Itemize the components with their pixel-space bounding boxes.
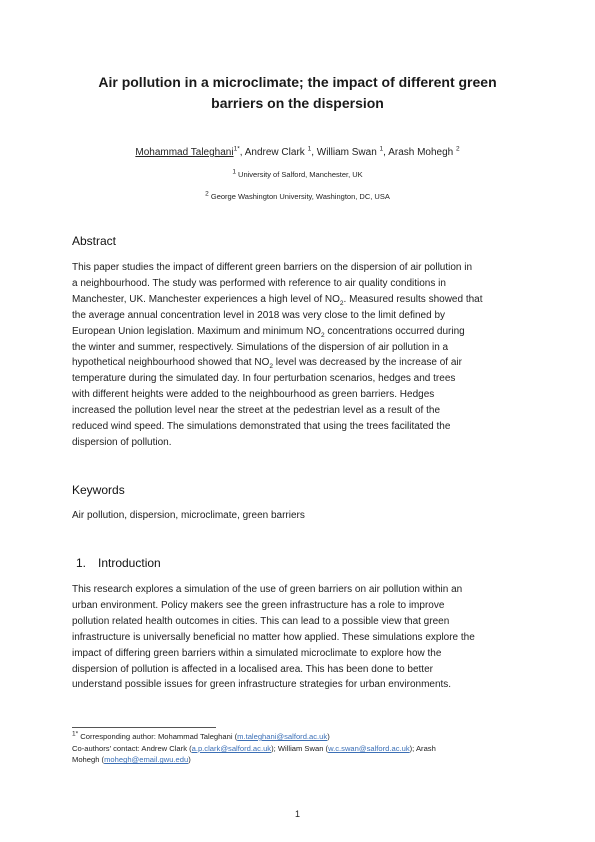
footnote-mark: 1*: [72, 730, 79, 738]
introduction-body: [72, 582, 527, 693]
text-run: Manchester, UK. Manchester experiences a high level of NO: [72, 293, 340, 305]
keywords-text: Air pollution, dispersion, microclimate, green barriers: [72, 510, 305, 521]
intro-line: dispersion of pollution is affected in a localised area. This has been done to better: [72, 663, 433, 675]
text-run: hypothetical neighbourhood showed that NO: [72, 357, 270, 369]
text-run: concentrations occurred during: [324, 325, 465, 337]
author-affiliation-mark: 1*: [233, 145, 240, 153]
author-affiliation-mark: 1: [307, 145, 312, 153]
intro-line: impact of differing green barriers within a simulated microclimate to explore how the: [72, 647, 442, 659]
author-name: Mohammad Taleghani: [135, 147, 234, 158]
intro-line: understand possible issues for green infrastructure strategies for urban environments.: [72, 679, 452, 691]
introduction-heading: [72, 555, 161, 571]
text-run: Mohegh (: [72, 755, 105, 765]
affiliation-mark: 1: [232, 168, 236, 176]
page-number: 1: [294, 809, 300, 819]
subscript: 2: [339, 299, 344, 307]
title-line-2: barriers on the dispersion: [211, 95, 384, 111]
subscript: 2: [321, 331, 325, 339]
author-list: [40, 146, 555, 160]
text-run: European Union legislation. Maximum and minimum NO: [72, 325, 321, 337]
affiliation-mark: 2: [205, 190, 209, 198]
subscript: 2: [269, 363, 273, 371]
affiliation: [40, 169, 555, 180]
author-affiliation-mark: 1: [379, 145, 384, 153]
abstract-heading: Abstract: [72, 234, 117, 248]
title-line-1: Air pollution in a microclimate; the impact of different green: [98, 74, 497, 90]
footnote-coauthors: [72, 743, 527, 755]
intro-line: urban environment. Policy makers see the green infrastructure has a role to improve: [72, 599, 445, 611]
text-run: Co-authors' contact: Andrew Clark (: [72, 743, 192, 753]
abstract-line: the winter and summer, respectively. Simulations of the dispersion of air pollution in a: [72, 341, 449, 353]
email-link[interactable]: m.taleghani@salford.ac.uk: [237, 732, 328, 741]
intro-line: infrastructure is universally beneficial no matter how applied. These simulations explore the: [72, 631, 475, 643]
footnote-corresponding: [72, 731, 527, 743]
section-title: Introduction: [98, 556, 161, 570]
footnotes: [72, 731, 527, 766]
abstract-line: temperature during the simulated day. In four perturbation scenarios, hedges and trees: [72, 373, 456, 385]
author-separator: ,: [383, 147, 389, 158]
abstract-line: This paper studies the impact of different green barriers on the dispersion of air pollution in: [72, 262, 473, 273]
text-run: ): [188, 755, 191, 765]
author-name: Arash Mohegh: [388, 147, 454, 158]
affiliation: [40, 191, 555, 202]
abstract-line: with different heights were added to the neighbourhood as green barriers. Hedges: [72, 389, 435, 401]
email-link[interactable]: a.p.clark@salford.ac.uk: [191, 743, 272, 753]
abstract-line: [72, 355, 527, 371]
abstract-line: dispersion of pollution.: [72, 436, 172, 448]
text-run: ): [327, 732, 330, 741]
text-run: ); William Swan (: [271, 743, 329, 753]
footnote-coauthors-cont: [72, 754, 527, 766]
abstract-line: increased the pollution level near the street at the pedestrian level as a result of the: [72, 405, 441, 417]
email-link[interactable]: w.c.swan@salford.ac.uk: [328, 743, 410, 753]
author-name: William Swan: [316, 147, 377, 158]
abstract-line: reduced wind speed. The simulations demonstrated that using the trees facilitated the: [72, 421, 451, 433]
affiliation-text: George Washington University, Washington, DC, USA: [210, 192, 390, 201]
intro-line: This research explores a simulation of the use of green barriers on air pollution within an: [72, 584, 463, 595]
affiliation-text: University of Salford, Manchester, UK: [238, 170, 363, 179]
intro-line: pollution related health outcomes in cities. This can lead to a possible view that green: [72, 615, 450, 627]
email-link[interactable]: mohegh@email.gwu.edu: [104, 755, 189, 765]
author-separator: ,: [239, 147, 245, 158]
text-run: . Measured results showed that: [343, 293, 483, 305]
abstract-line: [72, 292, 527, 308]
footnote-divider: [72, 727, 216, 728]
text-run: ); Arash: [409, 743, 436, 753]
paper-title: [60, 72, 535, 114]
author-separator: ,: [311, 147, 317, 158]
author-affiliation-mark: 2: [456, 145, 460, 153]
section-number: 1.: [76, 556, 87, 570]
abstract-line: the average annual concentration level in 2018 was very close to the limit defined by: [72, 309, 446, 321]
text-run: level was decreased by the increase of air: [272, 357, 462, 369]
abstract-body: [72, 260, 527, 451]
text-run: Corresponding author: Mohammad Taleghani (: [78, 732, 238, 741]
abstract-line: a neighbourhood. The study was performed with reference to air quality conditions in: [72, 277, 446, 289]
abstract-line: [72, 324, 527, 340]
author-name: Andrew Clark: [244, 147, 305, 158]
keywords-heading: Keywords: [72, 483, 125, 497]
